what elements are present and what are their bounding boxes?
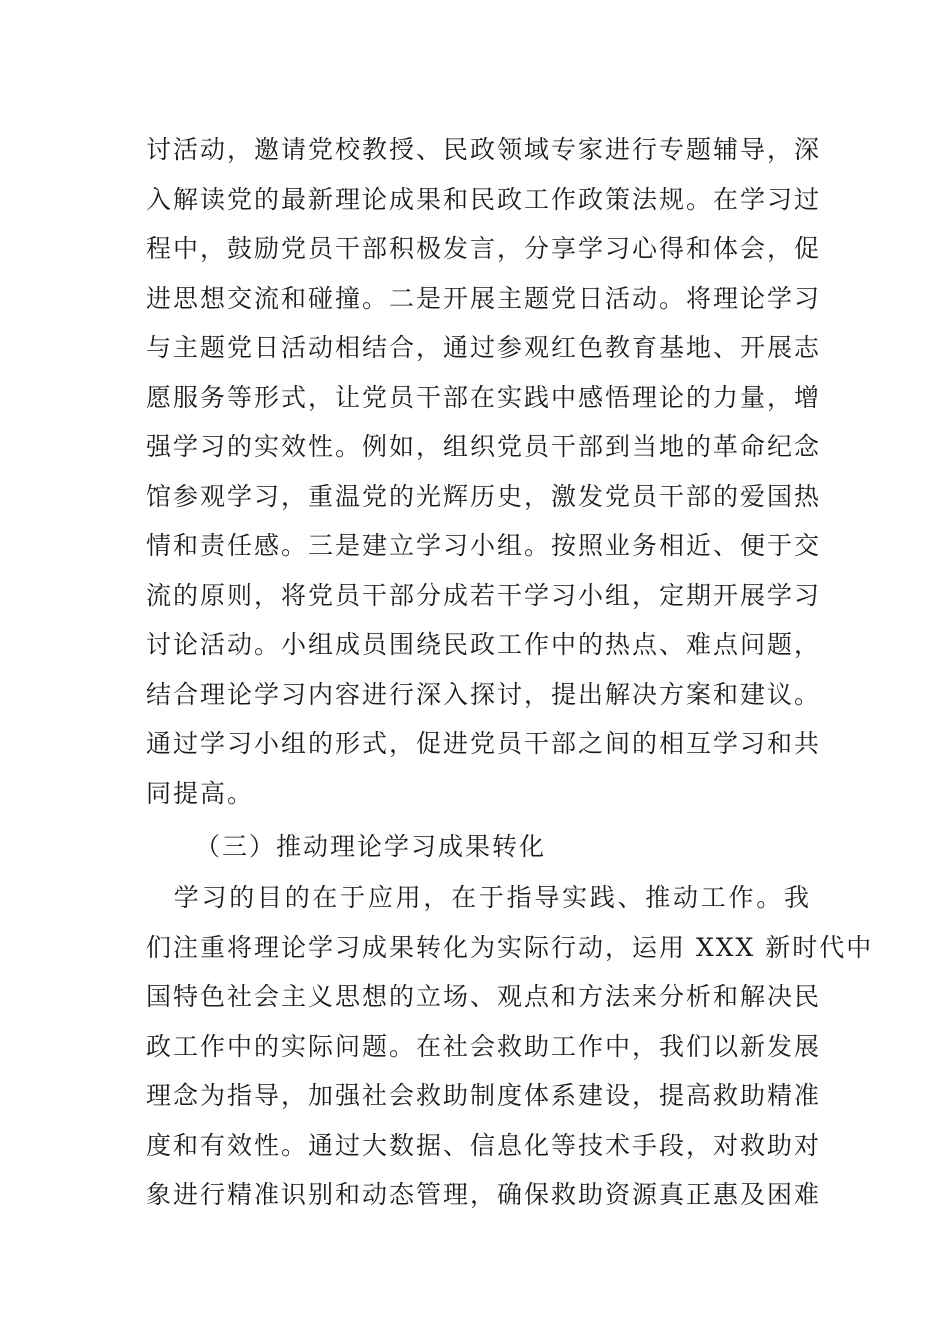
- paragraph-1: [146, 125, 822, 818]
- paragraph-line: 学习的目的在于应用，在于指导实践、推动工作。我: [146, 883, 811, 912]
- paragraph-line: 讨论活动。小组成员围绕民政工作中的热点、难点问题，: [146, 630, 822, 659]
- paragraph-line: 通过学习小组的形式，促进党员干部之间的相互学习和共: [146, 729, 822, 758]
- paragraph-line: 入解读党的最新理论成果和民政工作政策法规。在学习过: [146, 184, 822, 214]
- paragraph-line: 流的原则，将党员干部分成若干学习小组，定期开展学习: [146, 580, 822, 610]
- paragraph-line: 理念为指导，加强社会救助制度体系建设，提高救助精准: [146, 1081, 822, 1110]
- paragraph-line: 进思想交流和碰撞。二是开展主题党日活动。将理论学习: [146, 283, 822, 313]
- section-heading: （三）推动理论学习成果转化: [195, 832, 547, 861]
- paragraph-line: 情和责任感。三是建立学习小组。按照业务相近、便于交: [146, 531, 822, 560]
- paragraph-line: 强学习的实效性。例如，组织党员干部到当地的革命纪念: [146, 432, 822, 461]
- paragraph-line: 度和有效性。通过大数据、信息化等技术手段，对救助对: [146, 1130, 822, 1160]
- paragraph-line: 国特色社会主义思想的立场、观点和方法来分析和解决民: [146, 982, 822, 1011]
- paragraph-line: 程中，鼓励党员干部积极发言，分享学习心得和体会，促: [146, 234, 822, 263]
- paragraph-line: 同提高。: [146, 778, 255, 808]
- paragraph-line: 结合理论学习内容进行深入探讨，提出解决方案和建议。: [146, 679, 822, 709]
- paragraph-line: 政工作中的实际问题。在社会救助工作中，我们以新发展: [146, 1031, 822, 1061]
- paragraph-2: [146, 873, 874, 1220]
- paragraph-line: 讨活动，邀请党校教授、民政领域专家进行专题辅导，深: [146, 135, 822, 164]
- paragraph-line: 愿服务等形式，让党员干部在实践中感悟理论的力量，增: [146, 382, 822, 412]
- paragraph-line: 们注重将理论学习成果转化为实际行动，运用 XXX 新时代中: [146, 932, 874, 962]
- paragraph-line: 馆参观学习，重温党的光辉历史，激发党员干部的爱国热: [146, 481, 822, 511]
- paragraph-line: 与主题党日活动相结合，通过参观红色教育基地、开展志: [146, 333, 822, 362]
- paragraph-line: 象进行精准识别和动态管理，确保救助资源真正惠及困难: [146, 1180, 822, 1209]
